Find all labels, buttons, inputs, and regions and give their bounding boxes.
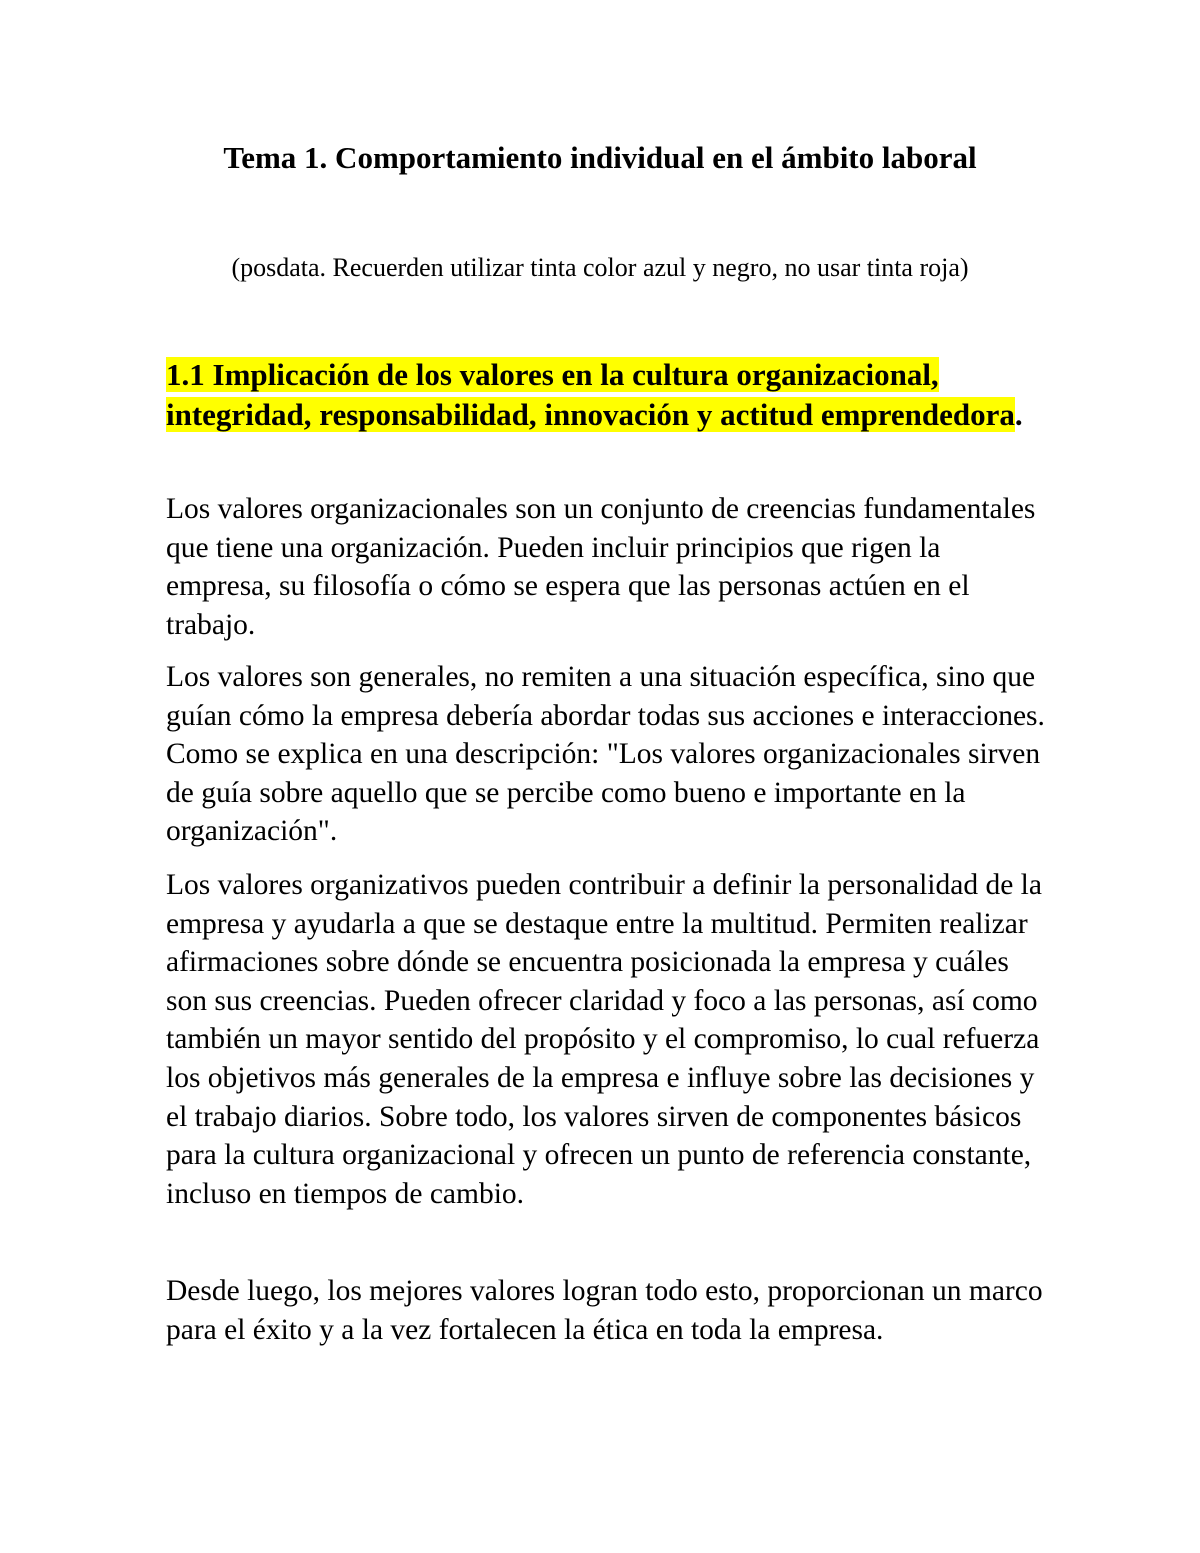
section-heading-highlight: 1.1 Implicación de los valores en la cultura organizacional, integridad, responsabilidad, innovación y actitud emprendedora <box>166 357 1015 432</box>
section-heading-tail: . <box>1014 397 1023 432</box>
paragraph-4: Desde luego, los mejores valores logran todo esto, proporcionan un marco para el éxito y a la vez fortalecen la ética en toda la empresa. <box>166 1275 1043 1346</box>
page-title: Tema 1. Comportamiento individual en el ámbito laboral <box>223 140 977 175</box>
paragraph-2: Los valores son generales, no remiten a una situación específica, sino que guían cómo la empresa debería abordar todas sus acciones e interacciones. Como se explica en una descripción: "Los valores organizacionales sirven de guía sobre aquello que se percibe como bueno e importante en la organización". <box>166 661 1045 848</box>
postscript-note: (posdata. Recuerden utilizar tinta color azul y negro, no usar tinta roja) <box>231 253 969 282</box>
paragraph-3: Los valores organizativos pueden contribuir a definir la personalidad de la empresa y ayudarla a que se destaque entre la multitud. Permiten realizar afirmaciones sobre dónde se encuentra posicionada la empresa y cuáles son sus creencias. Pueden ofrecer claridad y foco a las personas, así como también un mayor sentido del propósito y el compromiso, lo cual refuerza los objetivos más generales de la empresa e influye sobre las decisiones y el trabajo diarios. Sobre todo, los valores sirven de componentes básicos para la cultura organizacional y ofrecen un punto de referencia constante, incluso en tiempos de cambio. <box>166 869 1042 1210</box>
section-heading <box>166 355 1036 435</box>
paragraph-1: Los valores organizacionales son un conjunto de creencias fundamentales que tiene una organización. Pueden incluir principios que rigen la empresa, su filosofía o cómo se espera que las personas actúen en el trabajo. <box>166 493 1036 641</box>
